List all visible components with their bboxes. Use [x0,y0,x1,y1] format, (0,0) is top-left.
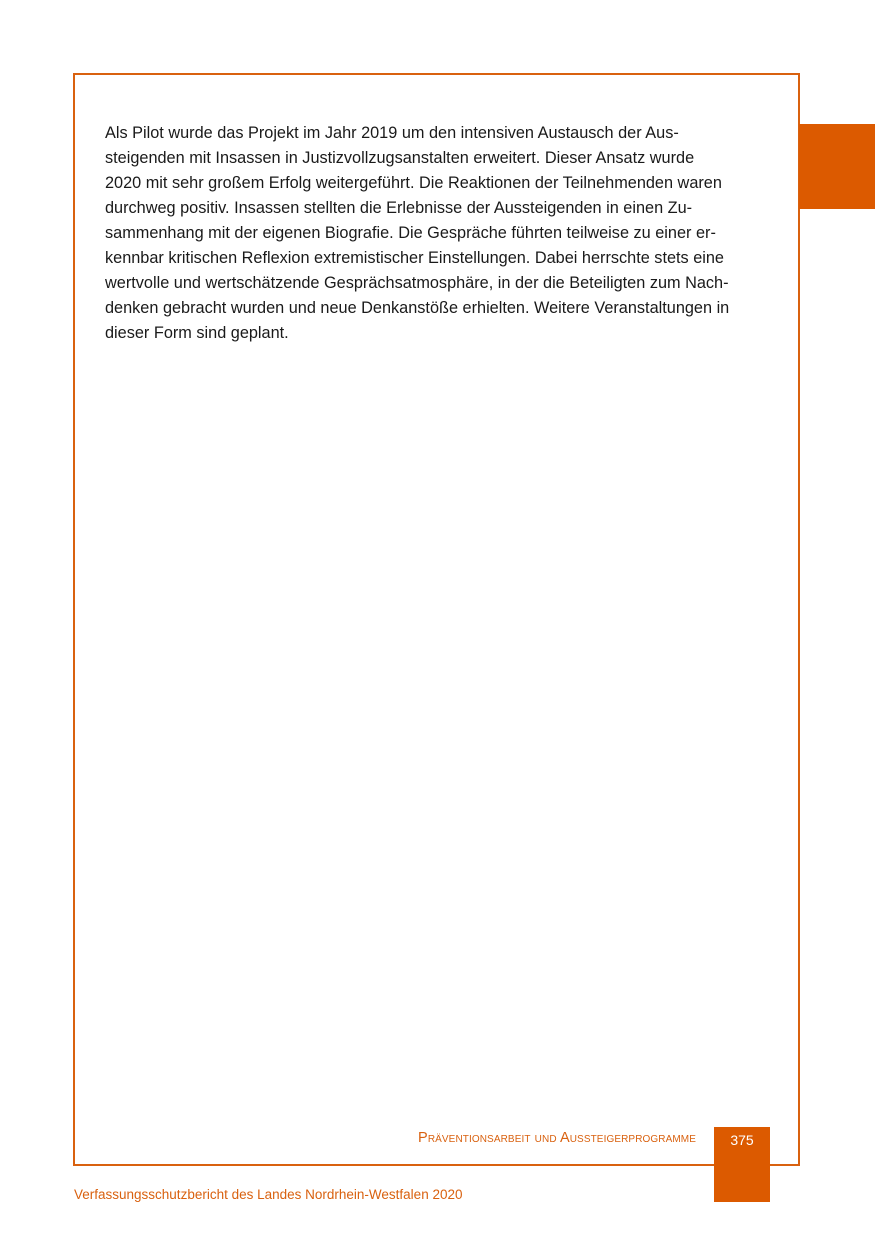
page-number: 375 [730,1132,754,1148]
body-line: Als Pilot wurde das Projekt im Jahr 2019 um den intensiven Austausch der Aus- [105,124,679,142]
body-line: wertvolle und wertschätzende Gesprächsatmosphäre, in der die Beteiligten zum Nach- [105,274,729,292]
section-title: Präventionsarbeit und Aussteigerprogramme [418,1130,696,1146]
body-line: denken gebracht wurden und neue Denkanstöße erhielten. Weitere Veranstaltungen in [105,299,730,317]
page-number-box [714,1127,770,1202]
body-line: sammenhang mit der eigenen Biografie. Die Gespräche führten teilweise zu einer er- [105,224,716,242]
footer-publication-title: Verfassungsschutzbericht des Landes Nordrhein-Westfalen 2020 [74,1187,463,1202]
body-line: durchweg positiv. Insassen stellten die Erlebnisse der Aussteigenden in einen Zu- [105,199,693,217]
body-line: kennbar kritischen Reflexion extremistischer Einstellungen. Dabei herrschte stets eine [105,249,724,267]
body-paragraph [105,121,773,346]
body-line: dieser Form sind geplant. [105,324,289,342]
body-line: 2020 mit sehr großem Erfolg weitergeführt. Die Reaktionen der Teilnehmenden waren [105,174,722,192]
body-line: steigenden mit Insassen in Justizvollzugsanstalten erweitert. Dieser Ansatz wurde [105,149,695,167]
chapter-side-tab [799,124,875,209]
